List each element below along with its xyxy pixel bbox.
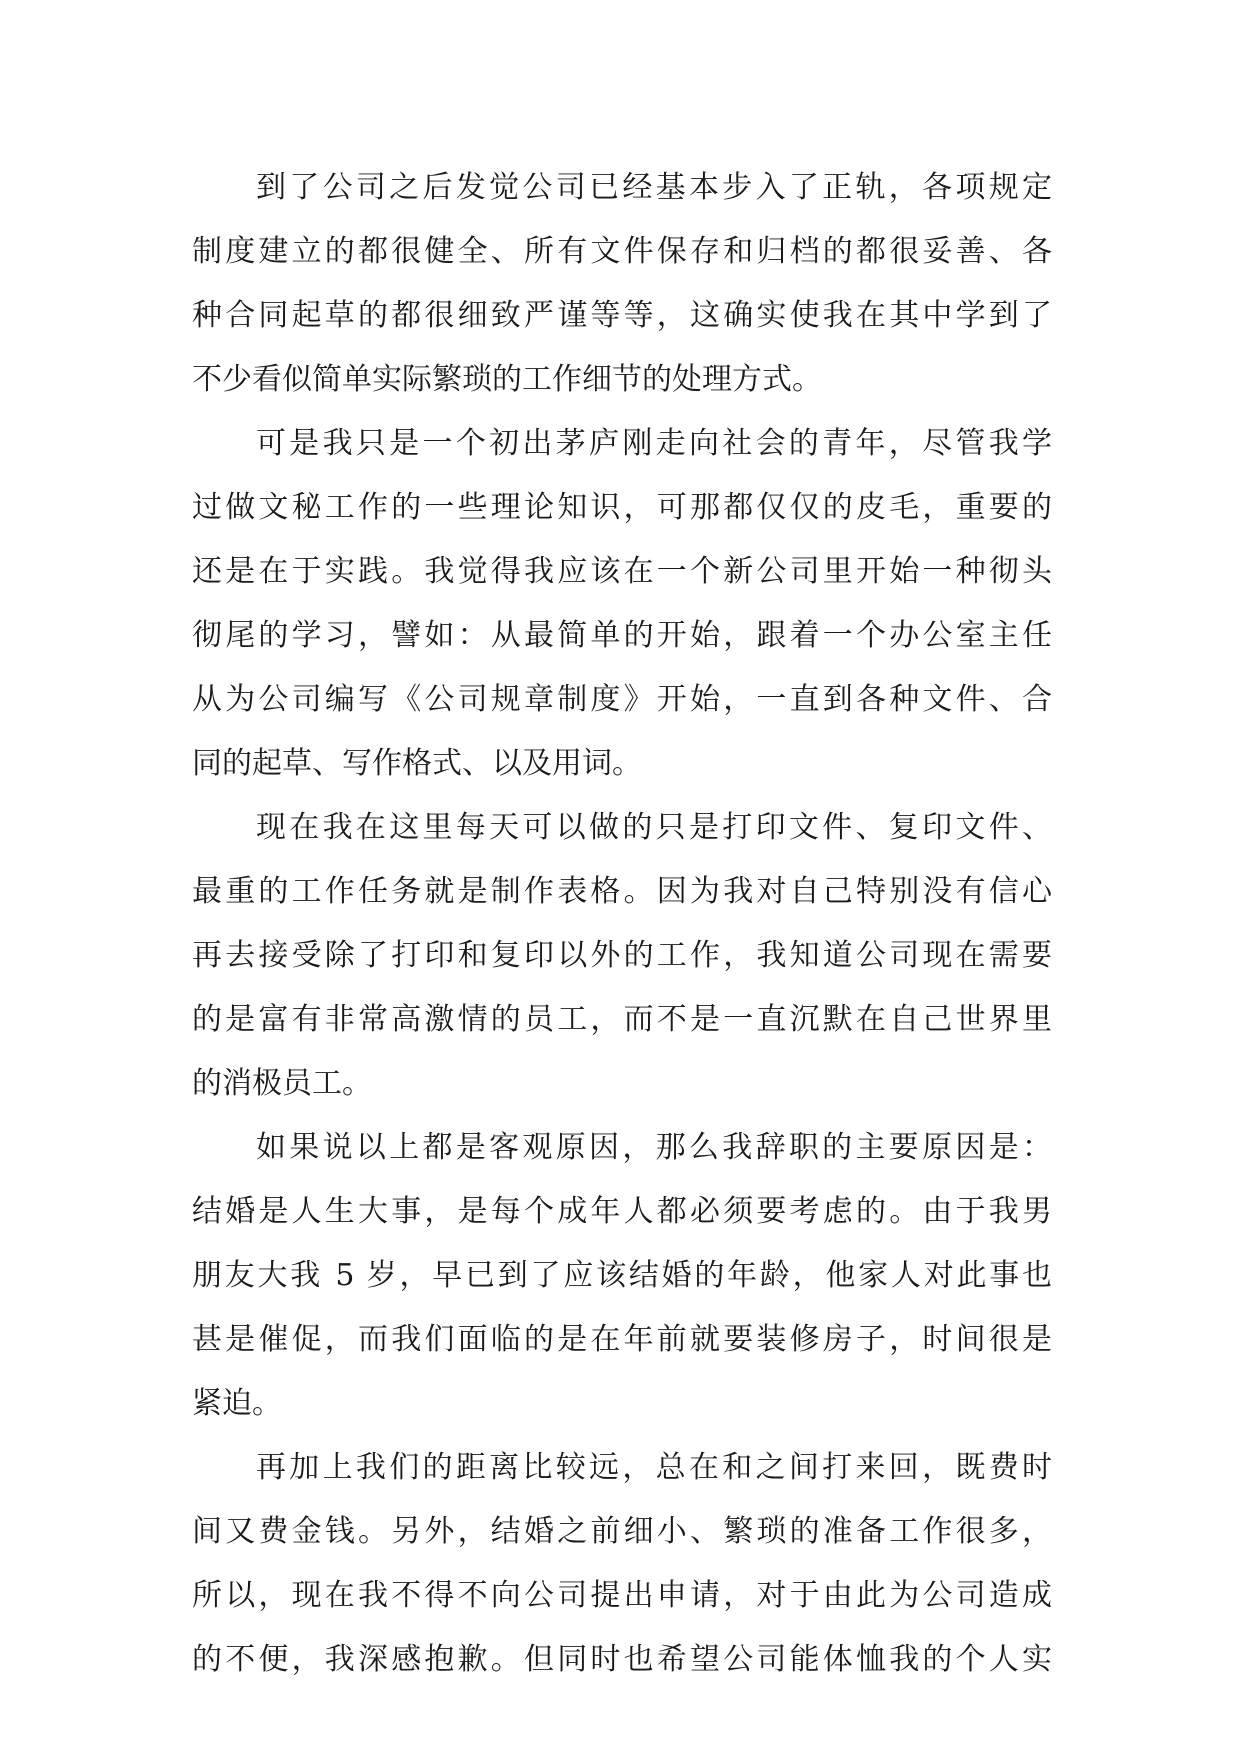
paragraph-4-line-2: 结婚是人生大事，是每个成年人都必须要考虑的。由于我男: [192, 1194, 1052, 1229]
paragraph-4-line-3: 朋友大我 5 岁，早已到了应该结婚的年龄，他家人对此事也: [192, 1258, 1052, 1293]
paragraph-5-line-4: 的不便，我深感抱歉。但同时也希望公司能体恤我的个人实: [192, 1642, 1052, 1677]
paragraph-5-line-2: 间又费金钱。另外，结婚之前细小、繁琐的准备工作很多，: [192, 1514, 1052, 1549]
paragraph-2-line-3: 还是在于实践。我觉得我应该在一个新公司里开始一种彻头: [192, 554, 1052, 589]
paragraph-3-line-1: 现在我在这里每天可以做的只是打印文件、复印文件、: [256, 810, 1052, 845]
paragraph-3-line-3: 再去接受除了打印和复印以外的工作，我知道公司现在需要: [192, 938, 1052, 973]
body-text: [192, 156, 1052, 1692]
paragraph-2-line-5: 从为公司编写《公司规章制度》开始，一直到各种文件、合: [192, 682, 1052, 717]
paragraph-5-line-1: 再加上我们的距离比较远，总在和之间打来回，既费时: [256, 1450, 1052, 1485]
paragraph-3-line-5: 的消极员工。: [192, 1066, 372, 1101]
paragraph-4-line-5: 紧迫。: [192, 1386, 282, 1421]
paragraph-1-line-2: 制度建立的都很健全、所有文件保存和归档的都很妥善、各: [192, 234, 1052, 269]
paragraph-1-line-4: 不少看似简单实际繁琐的工作细节的处理方式。: [192, 362, 822, 397]
paragraph-2-line-1: 可是我只是一个初出茅庐刚走向社会的青年，尽管我学: [256, 426, 1052, 461]
paragraph-2-line-4: 彻尾的学习，譬如：从最简单的开始，跟着一个办公室主任: [192, 618, 1052, 653]
paragraph-1-line-3: 种合同起草的都很细致严谨等等，这确实使我在其中学到了: [192, 298, 1052, 333]
paragraph-2-line-2: 过做文秘工作的一些理论知识，可那都仅仅的皮毛，重要的: [192, 490, 1052, 525]
paragraph-3-line-2: 最重的工作任务就是制作表格。因为我对自己特别没有信心: [192, 874, 1052, 909]
paragraph-1-line-1: 到了公司之后发觉公司已经基本步入了正轨，各项规定: [256, 170, 1052, 205]
paragraph-4-line-1: 如果说以上都是客观原因，那么我辞职的主要原因是：: [256, 1130, 1052, 1165]
paragraph-2-line-6: 同的起草、写作格式、以及用词。: [192, 746, 642, 781]
paragraph-5-line-3: 所以，现在我不得不向公司提出申请，对于由此为公司造成: [192, 1578, 1052, 1613]
paragraph-3-line-4: 的是富有非常高激情的员工，而不是一直沉默在自己世界里: [192, 1002, 1052, 1037]
paragraph-4-line-4: 甚是催促，而我们面临的是在年前就要装修房子，时间很是: [192, 1322, 1052, 1357]
